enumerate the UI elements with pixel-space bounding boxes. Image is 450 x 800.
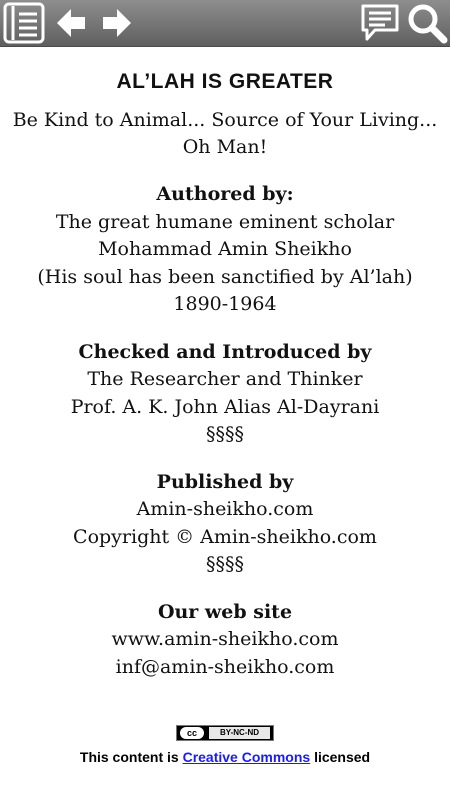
creative-commons-badge[interactable]	[176, 725, 274, 741]
section-separator: §§§§	[206, 553, 244, 575]
arrow-left-icon	[51, 3, 91, 43]
book-subtitle	[0, 107, 450, 161]
author-years: 1890-1964	[173, 293, 277, 315]
table-of-contents-icon	[1, 1, 45, 45]
author-name: Mohammad Amin Sheikho	[98, 238, 352, 260]
checker-name: Prof. A. K. John Alias Al-Dayrani	[70, 395, 380, 418]
top-toolbar	[0, 0, 450, 47]
license-suffix: licensed	[314, 749, 371, 765]
published-heading: Published by	[156, 470, 294, 493]
license-block	[0, 725, 450, 766]
checker-line: The Researcher and Thinker	[87, 368, 363, 390]
published-section	[0, 469, 450, 579]
contact-email: inf@amin-sheikho.com	[115, 655, 335, 678]
copyright-line: Copyright © Amin-sheikho.com	[73, 525, 377, 548]
book-info-page	[0, 67, 450, 766]
website-heading: Our web site	[157, 600, 293, 623]
license-text	[0, 748, 450, 766]
creative-commons-link[interactable]: Creative Commons	[182, 749, 311, 765]
authored-section	[0, 181, 450, 319]
comment-icon	[358, 1, 402, 45]
forward-button[interactable]	[94, 0, 140, 46]
section-separator: §§§§	[206, 423, 244, 445]
cc-terms-label: BY-NC-ND	[209, 727, 270, 739]
back-button[interactable]	[48, 0, 94, 46]
author-line: (His soul has been sanctified by Al’lah)	[37, 265, 413, 288]
cc-logo-icon: cc	[180, 727, 204, 739]
subtitle-line: Be Kind to Animal... Source of Your Living...	[12, 109, 438, 131]
website-section	[0, 599, 450, 682]
website-url: www.amin-sheikho.com	[111, 628, 339, 650]
table-of-contents-button[interactable]	[0, 0, 46, 46]
checked-heading: Checked and Introduced by	[78, 340, 372, 363]
book-title: AL’LAH IS GREATER	[116, 70, 334, 93]
authored-heading: Authored by:	[156, 183, 294, 205]
checked-section	[0, 339, 450, 449]
arrow-right-icon	[97, 3, 137, 43]
comment-button[interactable]	[357, 0, 403, 46]
author-line: The great humane eminent scholar	[55, 210, 395, 233]
search-icon	[406, 2, 448, 44]
publisher-name: Amin-sheikho.com	[136, 498, 314, 520]
subtitle-line: Oh Man!	[182, 136, 268, 158]
license-prefix: This content is	[79, 749, 179, 765]
search-button[interactable]	[404, 0, 450, 46]
